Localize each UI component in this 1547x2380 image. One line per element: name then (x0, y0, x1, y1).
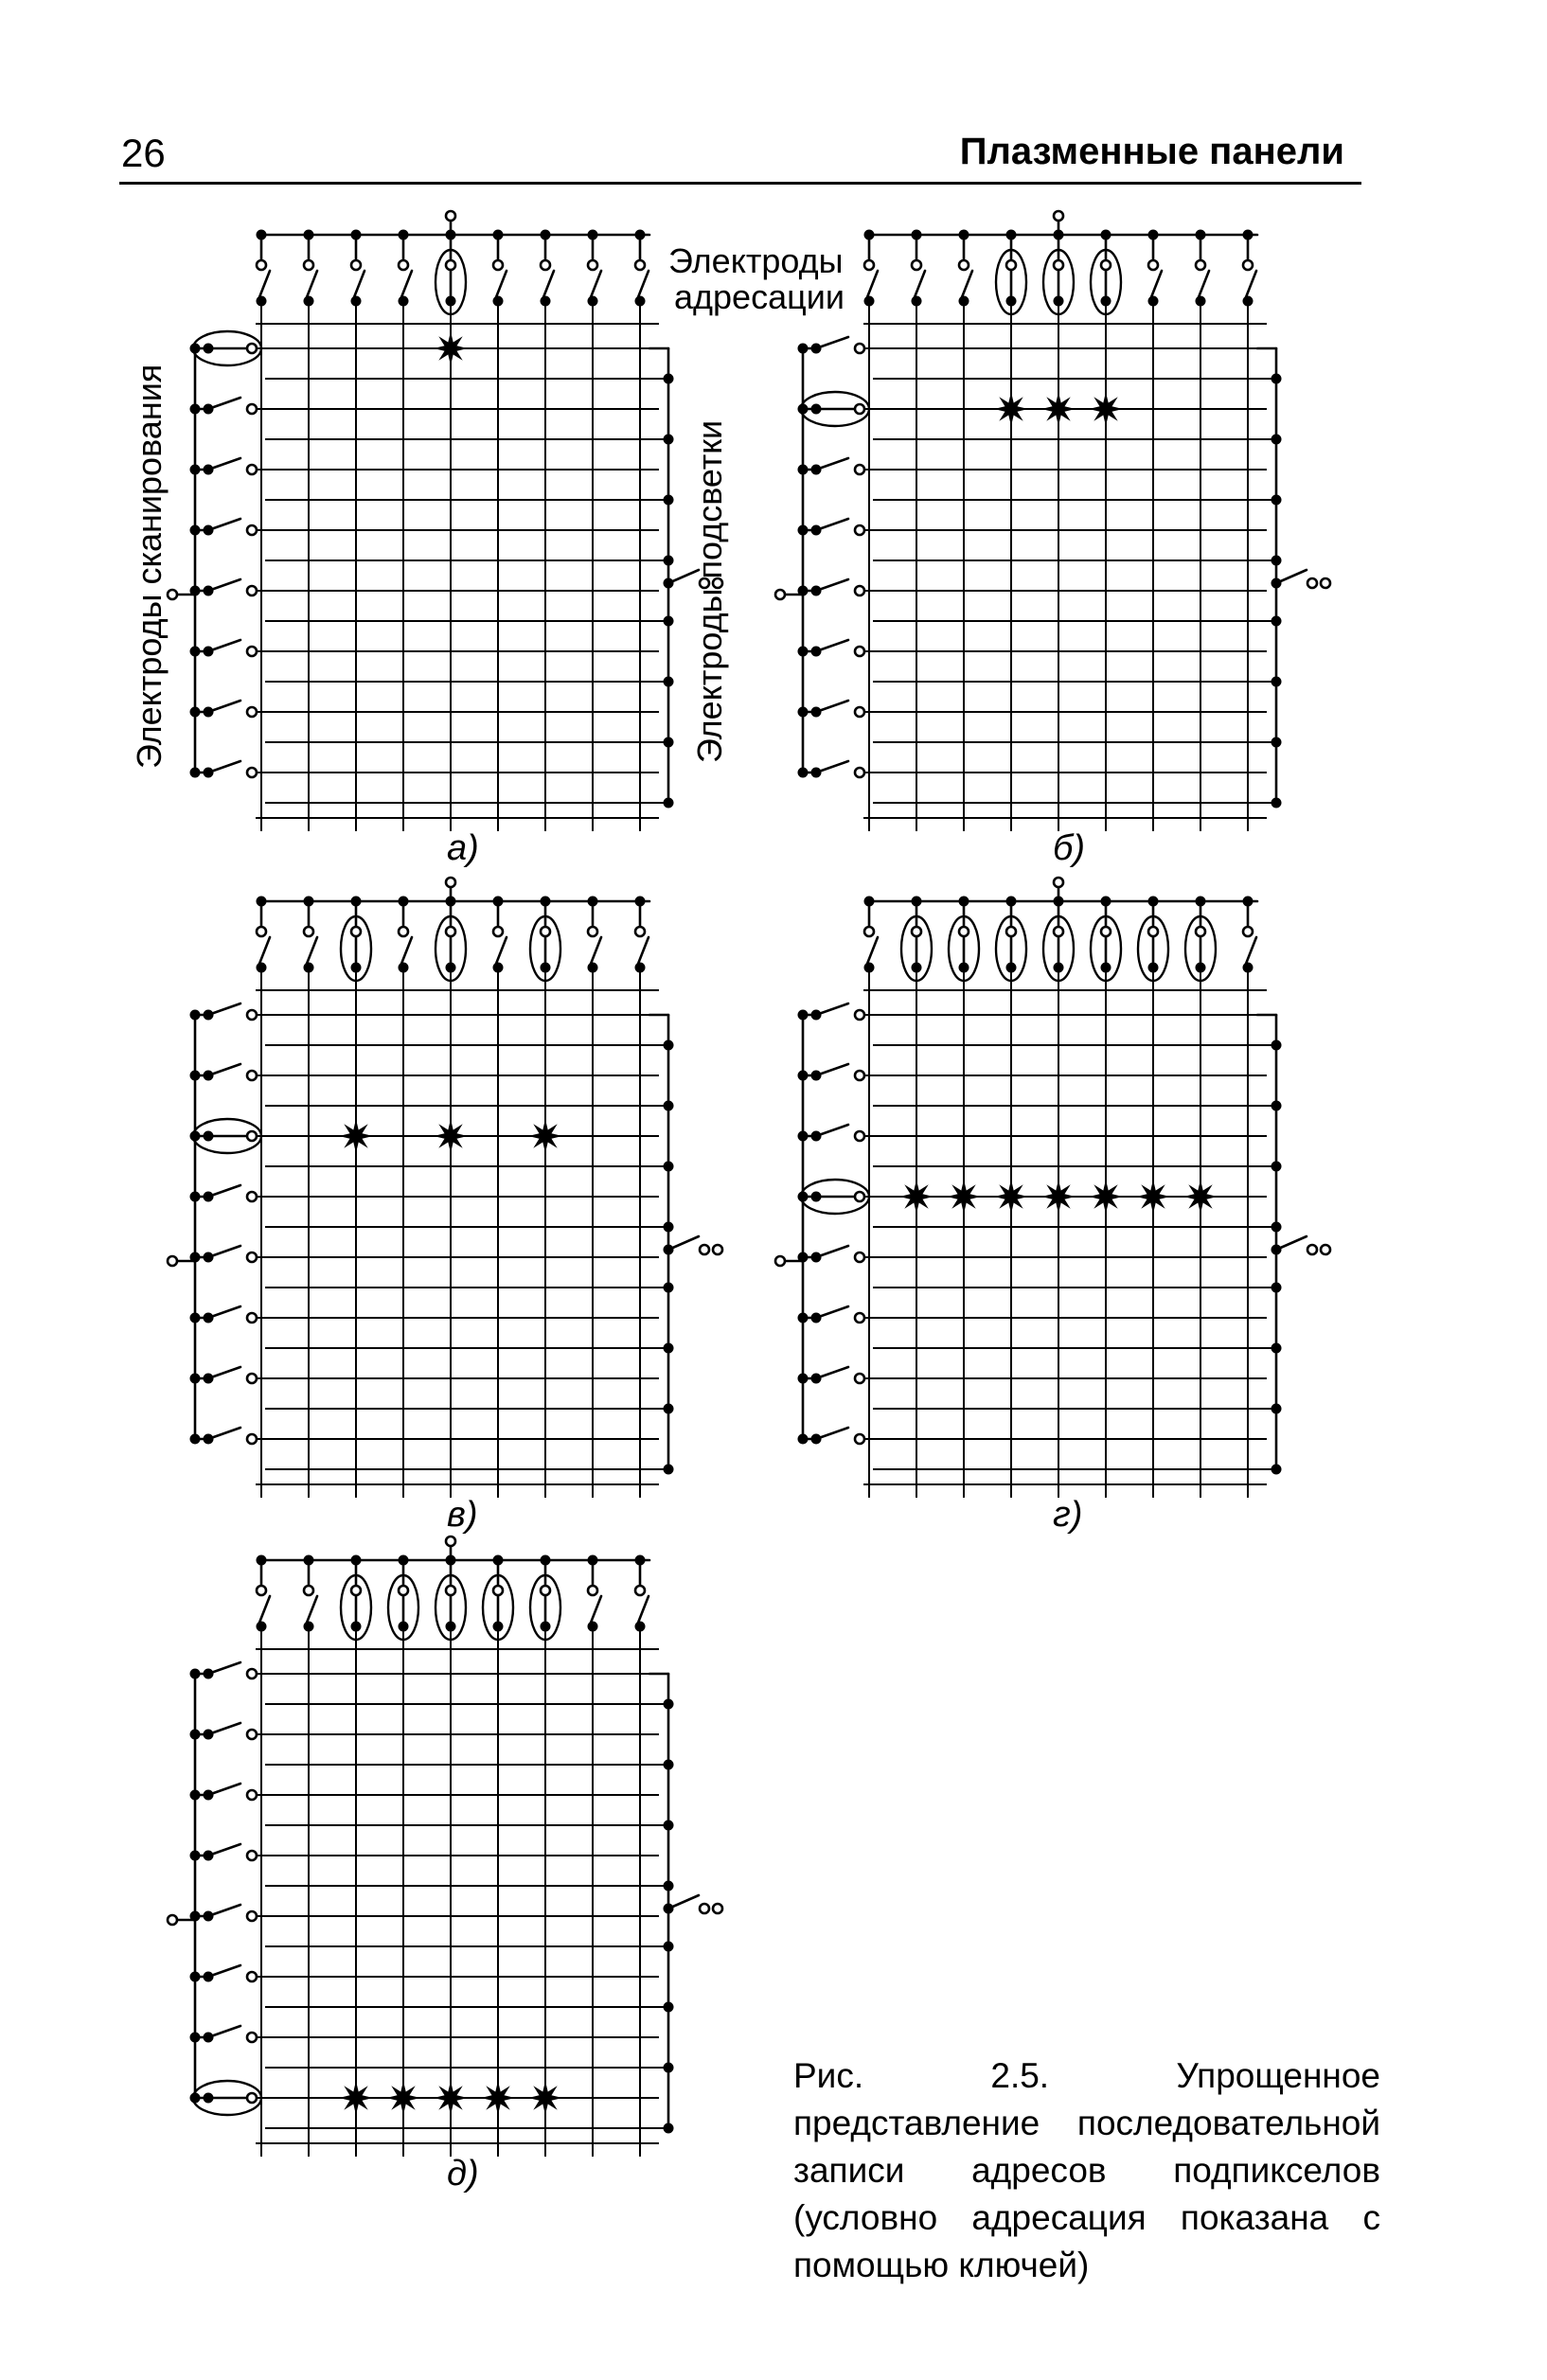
discharge-star (1089, 392, 1123, 426)
panel-g (775, 878, 1330, 1535)
scan-switch-contact (855, 525, 864, 535)
address-switch-open (259, 937, 270, 964)
address-switch-open (307, 937, 317, 964)
discharge-star (434, 2081, 468, 2115)
panel-b (775, 211, 1330, 868)
sustain-bus-dot (664, 2002, 674, 2013)
address-switch-contact (912, 927, 921, 936)
scan-switch-pivot (204, 1374, 214, 1384)
page-number: 26 (121, 131, 166, 175)
scan-switch-pivot (811, 647, 822, 657)
address-switch-contact (399, 1586, 408, 1595)
scan-switch-contact (247, 1730, 257, 1739)
sustain-bus-dot (1271, 798, 1282, 808)
address-switch-open (867, 937, 878, 964)
scan-switch-pivot (204, 1313, 214, 1323)
discharge-star (1041, 1180, 1076, 1214)
scan-switch-contact (247, 1313, 257, 1323)
scan-switch-contact (247, 1669, 257, 1678)
address-switch-open (915, 271, 925, 297)
discharge-star (528, 2081, 562, 2115)
address-switch-contact (257, 1586, 266, 1595)
scan-switch-contact (247, 768, 257, 777)
discharge-star (1183, 1180, 1218, 1214)
sustain-bus-dot (1271, 1283, 1282, 1293)
scan-switch-contact (855, 1313, 864, 1323)
sustain-bus-dot (1271, 677, 1282, 687)
scan-switch-pivot (811, 1192, 822, 1202)
sustain-switch-open (1276, 570, 1307, 583)
sustain-bus-dot (664, 435, 674, 445)
scan-switch-contact (855, 465, 864, 474)
discharge-star (1041, 392, 1076, 426)
address-switch-contact (864, 927, 874, 936)
sustain-bus-dot (664, 374, 674, 384)
scan-switch-pivot (811, 1313, 822, 1323)
address-switch-contact (304, 1586, 313, 1595)
address-switch-contact (446, 260, 455, 270)
scan-switch-pivot (811, 768, 822, 778)
address-switch-contact (446, 927, 455, 936)
discharge-star (386, 2081, 420, 2115)
scan-switch-pivot (204, 1010, 214, 1021)
scan-switch-contact (247, 1911, 257, 1921)
sustain-bus-dot (664, 1101, 674, 1111)
sustain-bus-dot (664, 1343, 674, 1354)
scan-switch-contact (247, 1071, 257, 1080)
scan-switch-contact (855, 1010, 864, 1020)
panel-label-v: в) (447, 1495, 478, 1535)
scan-switch-contact (855, 647, 864, 656)
sustain-switch-open (668, 1236, 699, 1250)
scan-switch-contact (855, 344, 864, 353)
address-switch-contact (446, 1586, 455, 1595)
scan-switch-pivot (811, 1071, 822, 1081)
address-switch-contact (399, 260, 408, 270)
scan-switch-pivot (204, 707, 214, 718)
sustain-bus-dot (664, 1942, 674, 1952)
sustain-switch-contact (1307, 1245, 1317, 1254)
sustain-switch-contact (700, 1245, 709, 1254)
address-switch-open (591, 271, 601, 297)
scan-terminal (168, 1256, 177, 1266)
running-title: Плазменные панели (959, 131, 1344, 172)
sustain-bus-dot (664, 1040, 674, 1051)
sustain-terminal (713, 1245, 722, 1254)
scan-switch-contact (855, 1434, 864, 1444)
scan-switch-pivot (204, 1252, 214, 1263)
address-switch-contact (1006, 927, 1016, 936)
sustain-bus-dot (664, 1699, 674, 1710)
sustain-bus-dot (664, 1465, 674, 1475)
discharge-star (899, 1180, 934, 1214)
address-switch-contact (541, 260, 550, 270)
discharge-star (339, 1119, 373, 1153)
caption-text: Рис. 2.5. Упрощенное представление последовательной записи адресов подпикселов (условно адресация показана с помощью ключей) (793, 2056, 1380, 2284)
sustain-bus-dot (1271, 495, 1282, 506)
address-switch-contact (493, 260, 503, 270)
address-switch-contact (1196, 927, 1205, 936)
address-switch-open (496, 271, 507, 297)
scan-switch-contact (247, 586, 257, 595)
scan-switch-pivot (811, 1010, 822, 1021)
scan-switch-contact (247, 1131, 257, 1141)
scan-switch-pivot (811, 1252, 822, 1263)
address-switch-open (867, 271, 878, 297)
sustain-bus-dot (1271, 435, 1282, 445)
scan-switch-contact (855, 707, 864, 717)
sustain-bus-dot (1271, 616, 1282, 627)
sustain-bus-dot (664, 616, 674, 627)
sustain-bus-dot (664, 495, 674, 506)
sustain-bus-dot (1271, 737, 1282, 748)
scan-switch-pivot (811, 707, 822, 718)
panel-label-g: г) (1053, 1495, 1083, 1535)
scan-switch-contact (247, 344, 257, 353)
address-switch-contact (1196, 260, 1205, 270)
scan-switch-pivot (204, 1669, 214, 1679)
address-switch-contact (257, 927, 266, 936)
discharge-star (947, 1180, 981, 1214)
discharge-star (1136, 1180, 1170, 1214)
scan-switch-contact (247, 1790, 257, 1800)
scan-switch-pivot (811, 1374, 822, 1384)
address-switch-contact (541, 1586, 550, 1595)
scan-switch-contact (855, 404, 864, 414)
sustain-bus-dot (664, 798, 674, 808)
scan-switch-contact (247, 647, 257, 656)
scan-switch-contact (855, 1192, 864, 1201)
scan-switch-pivot (204, 1131, 214, 1142)
scan-switch-pivot (204, 1790, 214, 1801)
scan-terminal (168, 590, 177, 599)
scan-switch-contact (855, 1252, 864, 1262)
sustain-bus-dot (664, 1222, 674, 1233)
scan-switch-pivot (204, 465, 214, 475)
address-switch-contact (493, 927, 503, 936)
scan-switch-contact (855, 586, 864, 595)
scan-switch-pivot (204, 1972, 214, 1982)
scan-switch-pivot (204, 1911, 214, 1922)
address-switch-contact (1101, 260, 1111, 270)
address-switch-contact (635, 1586, 645, 1595)
address-switch-contact (1243, 927, 1253, 936)
scan-switch-pivot (204, 525, 214, 536)
address-electrodes-label-line2: адресации (674, 277, 845, 316)
sustain-electrodes-label: Электроды подсветки (690, 419, 729, 763)
sustain-bus-dot (664, 2063, 674, 2073)
address-switch-contact (1006, 260, 1016, 270)
address-switch-contact (635, 927, 645, 936)
address-switch-open (638, 937, 649, 964)
address-switch-open (401, 271, 412, 297)
scan-switch-pivot (204, 1730, 214, 1740)
sustain-bus-dot (1271, 374, 1282, 384)
address-switch-open (496, 937, 507, 964)
sustain-bus-dot (1271, 1162, 1282, 1172)
sustain-bus-dot (1271, 1040, 1282, 1051)
scan-terminal (168, 1915, 177, 1925)
scan-switch-pivot (204, 344, 214, 354)
sustain-bus-dot (1271, 1465, 1282, 1475)
sustain-bus-dot (1271, 1101, 1282, 1111)
address-switch-contact (351, 260, 361, 270)
sustain-bus-dot (664, 1881, 674, 1892)
scan-switch-pivot (204, 586, 214, 596)
address-switch-open (307, 271, 317, 297)
scan-switch-contact (247, 1972, 257, 1981)
scan-switch-contact (247, 1010, 257, 1020)
address-switch-contact (493, 1586, 503, 1595)
scan-switch-pivot (811, 404, 822, 415)
address-switch-contact (1101, 927, 1111, 936)
scan-switch-contact (247, 1252, 257, 1262)
scan-switch-contact (247, 525, 257, 535)
scan-switch-contact (247, 1851, 257, 1860)
discharge-star (528, 1119, 562, 1153)
address-switch-contact (588, 927, 597, 936)
discharge-star (481, 2081, 515, 2115)
scan-switch-contact (247, 1192, 257, 1201)
address-terminal (446, 211, 455, 221)
address-terminal (1054, 211, 1063, 221)
discharge-star (434, 331, 468, 365)
address-switch-contact (351, 1586, 361, 1595)
sustain-terminal (1321, 1245, 1330, 1254)
scan-switch-contact (247, 707, 257, 717)
scan-terminal (775, 590, 785, 599)
discharge-star (994, 1180, 1028, 1214)
address-switch-contact (304, 927, 313, 936)
address-switch-open (1246, 937, 1256, 964)
address-switch-open (354, 271, 365, 297)
sustain-switch-open (1276, 1236, 1307, 1250)
scan-switch-pivot (204, 1434, 214, 1445)
scan-switch-pivot (811, 344, 822, 354)
address-switch-contact (588, 1586, 597, 1595)
address-switch-open (638, 271, 649, 297)
address-switch-open (259, 1596, 270, 1623)
address-switch-contact (635, 260, 645, 270)
address-switch-open (1151, 271, 1162, 297)
panels-layer (168, 211, 1330, 2194)
address-switch-open (638, 1596, 649, 1623)
scan-switch-pivot (204, 1851, 214, 1861)
panel-label-d: д) (447, 2154, 479, 2194)
address-switch-contact (864, 260, 874, 270)
discharge-star (339, 2081, 373, 2115)
scan-switch-contact (855, 768, 864, 777)
address-switch-contact (588, 260, 597, 270)
address-switch-contact (351, 927, 361, 936)
scan-electrodes-label: Электроды сканирования (130, 364, 169, 769)
address-switch-open (591, 937, 601, 964)
scan-switch-contact (247, 465, 257, 474)
sustain-bus-dot (1271, 556, 1282, 566)
address-switch-contact (1054, 927, 1063, 936)
sustain-bus-dot (1271, 1343, 1282, 1354)
scan-switch-contact (855, 1374, 864, 1383)
panel-v (168, 878, 722, 1535)
address-switch-open (1199, 271, 1209, 297)
address-electrodes-label-line1: Электроды (668, 241, 844, 280)
scan-switch-contact (247, 2093, 257, 2103)
sustain-bus-dot (664, 1760, 674, 1770)
address-switch-open (1246, 271, 1256, 297)
scan-switch-pivot (204, 404, 214, 415)
sustain-bus-dot (664, 677, 674, 687)
sustain-terminal (1321, 578, 1330, 588)
discharge-star (1089, 1180, 1123, 1214)
scan-terminal (775, 1256, 785, 1266)
address-switch-contact (959, 927, 969, 936)
sustain-switch-contact (1307, 578, 1317, 588)
sustain-bus-dot (664, 737, 674, 748)
sustain-switch-open (668, 1895, 699, 1909)
scan-switch-pivot (204, 647, 214, 657)
sustain-terminal (713, 1904, 722, 1913)
panel-d (168, 1536, 722, 2194)
address-switch-contact (912, 260, 921, 270)
scan-switch-pivot (811, 525, 822, 536)
address-switch-contact (1148, 927, 1158, 936)
figure-caption (793, 2052, 1380, 2289)
panel-label-a: а) (447, 828, 479, 868)
scan-switch-pivot (204, 1071, 214, 1081)
scan-switch-pivot (204, 2033, 214, 2043)
discharge-star (434, 1119, 468, 1153)
sustain-bus-dot (1271, 1404, 1282, 1414)
address-switch-open (591, 1596, 601, 1623)
scan-switch-pivot (204, 2093, 214, 2104)
address-switch-open (307, 1596, 317, 1623)
sustain-bus-dot (1271, 1222, 1282, 1233)
address-switch-contact (541, 927, 550, 936)
scan-switch-contact (247, 1434, 257, 1444)
address-switch-contact (304, 260, 313, 270)
address-switch-contact (959, 260, 969, 270)
scan-switch-contact (855, 1071, 864, 1080)
address-terminal (446, 878, 455, 887)
scan-switch-pivot (811, 586, 822, 596)
scan-switch-pivot (204, 1192, 214, 1202)
panel-a (168, 211, 722, 868)
sustain-bus-dot (664, 1162, 674, 1172)
scan-switch-contact (247, 2033, 257, 2042)
sustain-bus-dot (664, 1404, 674, 1414)
scan-switch-contact (247, 404, 257, 414)
address-switch-contact (399, 927, 408, 936)
scan-switch-pivot (204, 768, 214, 778)
address-switch-open (259, 271, 270, 297)
discharge-star (994, 392, 1028, 426)
address-terminal (1054, 878, 1063, 887)
scan-switch-pivot (811, 465, 822, 475)
address-switch-open (543, 271, 554, 297)
scan-switch-contact (247, 1374, 257, 1383)
sustain-bus-dot (664, 1821, 674, 1831)
sustain-bus-dot (664, 2123, 674, 2134)
panel-label-b: б) (1053, 828, 1086, 868)
scan-switch-pivot (811, 1434, 822, 1445)
address-switch-contact (1243, 260, 1253, 270)
address-switch-contact (257, 260, 266, 270)
address-switch-contact (1054, 260, 1063, 270)
address-switch-open (401, 937, 412, 964)
sustain-switch-contact (700, 1904, 709, 1913)
sustain-bus-dot (664, 1283, 674, 1293)
scan-switch-pivot (811, 1131, 822, 1142)
sustain-bus-dot (664, 556, 674, 566)
address-switch-open (962, 271, 972, 297)
scan-switch-contact (855, 1131, 864, 1141)
address-switch-contact (1148, 260, 1158, 270)
address-terminal (446, 1536, 455, 1546)
